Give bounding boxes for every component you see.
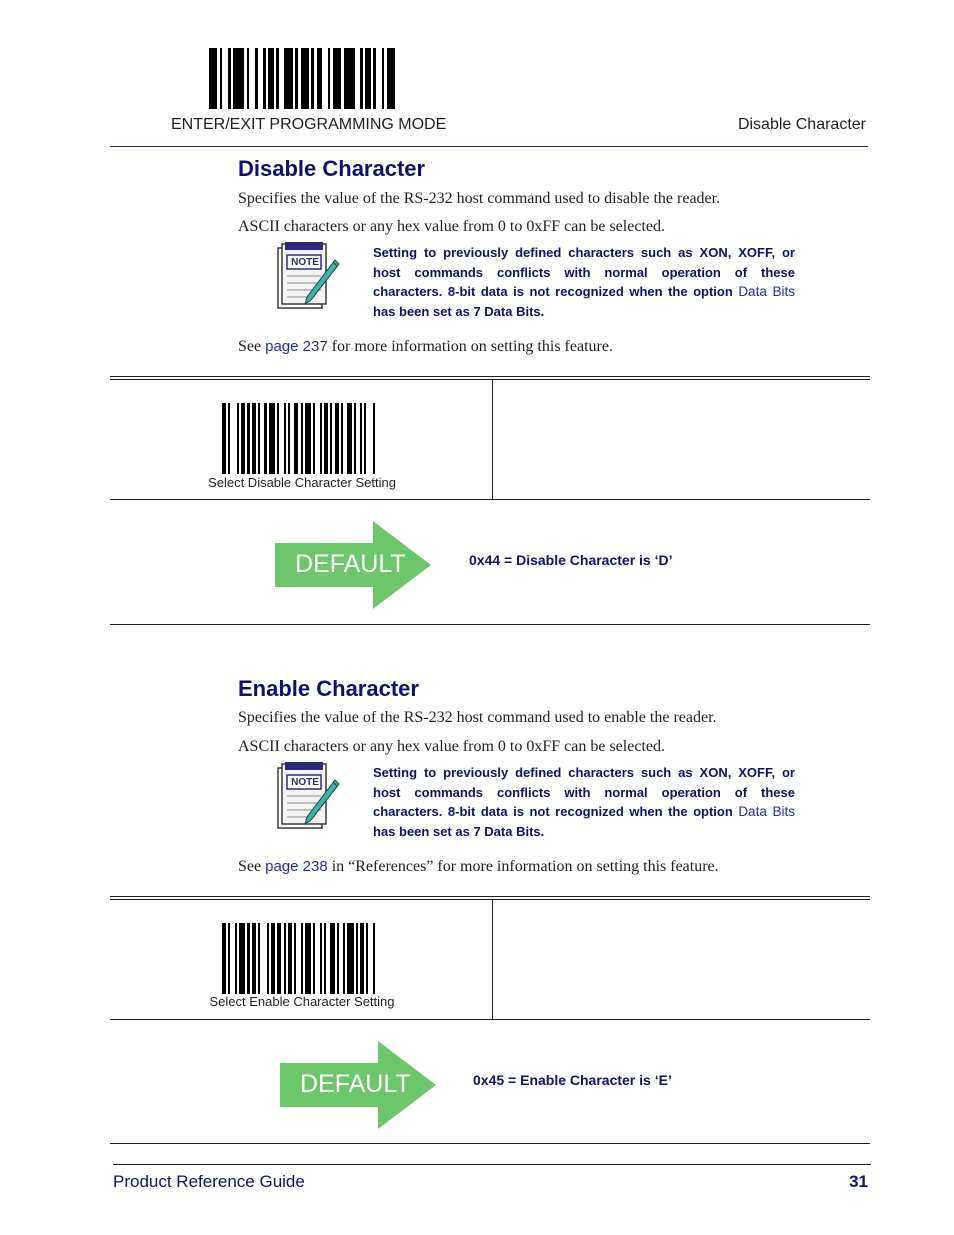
barcode-bar <box>241 403 245 474</box>
see-suffix: in “References” for more information on setting this feature. <box>327 858 719 875</box>
running-header-title: Disable Character <box>737 116 866 133</box>
barcode-bar <box>284 48 292 109</box>
barcode-bar <box>360 923 364 994</box>
barcode-bar <box>252 403 256 474</box>
barcode-bar <box>344 48 355 109</box>
table-top-rule-inner <box>110 379 870 380</box>
barcode-bar <box>305 923 311 994</box>
footer-guide-title: Product Reference Guide <box>113 1172 305 1191</box>
table-top-rule <box>110 376 870 377</box>
barcode-bar <box>311 48 314 109</box>
see-reference <box>238 338 613 356</box>
note-icon <box>275 242 341 314</box>
barcode-bar <box>387 48 395 109</box>
see-prefix: See <box>238 858 266 875</box>
default-badge-label: DEFAULT <box>300 1070 411 1098</box>
barcode-bar <box>324 403 328 474</box>
table-top-rule <box>110 896 870 897</box>
see-prefix: See <box>238 338 266 355</box>
barcode-bar <box>269 403 275 474</box>
barcode-bar <box>284 923 286 994</box>
barcode-bar <box>263 48 266 109</box>
barcode-bar <box>313 923 315 994</box>
see-suffix: for more information on setting this feature. <box>327 338 613 355</box>
barcode-bar <box>382 48 385 109</box>
barcode-bar <box>337 923 339 994</box>
barcode-bar <box>220 48 223 109</box>
note-icon-label: NOTE <box>291 257 319 268</box>
barcode-bar <box>233 48 244 109</box>
barcode-bar <box>237 403 239 474</box>
note-icon <box>275 762 341 834</box>
barcode-bar <box>288 923 292 994</box>
barcode-bar <box>264 403 266 474</box>
enter-exit-programming-label: ENTER/EXIT PROGRAMMING MODE <box>171 116 447 133</box>
default-value-text: 0x44 = Disable Character is ‘D’ <box>469 552 673 568</box>
barcode-bar <box>335 403 339 474</box>
barcode-bar <box>365 48 370 109</box>
barcode-bar <box>247 48 250 109</box>
default-badge-label: DEFAULT <box>295 550 406 578</box>
data-bits-link[interactable]: Data Bits <box>738 284 795 299</box>
barcode-bar <box>373 403 375 474</box>
barcode-bar <box>258 923 260 994</box>
barcode-bar <box>354 403 356 474</box>
page-number: 31 <box>849 1172 868 1191</box>
barcode-bar <box>222 923 226 994</box>
section-heading: Disable Character <box>238 156 426 181</box>
barcode-bar <box>373 48 376 109</box>
barcode-bar <box>301 923 303 994</box>
note-text <box>373 763 795 841</box>
page-237-link[interactable]: page 237 <box>265 338 328 355</box>
note-text <box>373 243 795 321</box>
barcode-bar <box>328 48 331 109</box>
table-top-rule-inner <box>110 899 870 900</box>
barcode-bar <box>341 403 343 474</box>
barcode-bar <box>294 923 296 994</box>
barcode-bar <box>235 923 237 994</box>
barcode-bar <box>252 923 256 994</box>
disable-character-barcode[interactable] <box>222 403 377 474</box>
programming-mode-barcode <box>209 48 395 109</box>
see-reference <box>238 858 719 876</box>
note-icon-label: NOTE <box>291 777 319 788</box>
default-value-text: 0x45 = Enable Character is ‘E’ <box>473 1072 672 1088</box>
barcode-bar <box>294 403 298 474</box>
barcode-bar <box>228 403 230 474</box>
table-mid-rule <box>110 499 870 500</box>
barcode-label: Select Disable Character Setting <box>208 475 396 490</box>
barcode-bar <box>258 403 260 474</box>
barcode-bar <box>222 403 226 474</box>
header-rule <box>110 146 868 147</box>
note-text-part2: has been set as 7 Data Bits. <box>373 823 545 839</box>
barcode-bar <box>366 923 368 994</box>
barcode-bar <box>320 403 322 474</box>
note-text-part1: Setting to previously defined characters such as XON, XOFF, or host commands conflicts with normal operation of these characters. 8-bit data is not recognized when the option <box>373 765 795 819</box>
section-heading: Enable Character <box>238 676 419 701</box>
barcode-bar <box>239 923 245 994</box>
table-bottom-rule <box>110 1143 870 1144</box>
barcode-bar <box>324 923 326 994</box>
barcode-bar <box>360 48 363 109</box>
barcode-bar <box>333 48 341 109</box>
section-description: Specifies the value of the RS-232 host command used to enable the reader. <box>238 709 717 726</box>
table-column-divider <box>492 379 493 499</box>
table-column-divider <box>492 899 493 1019</box>
barcode-bar <box>209 48 217 109</box>
barcode-bar <box>277 403 279 474</box>
default-arrow-badge <box>275 521 433 609</box>
barcode-bar <box>228 923 230 994</box>
barcode-bar <box>247 923 249 994</box>
table-mid-rule <box>110 1019 870 1020</box>
barcode-bar <box>343 923 345 994</box>
barcode-bar <box>313 403 315 474</box>
barcode-bar <box>320 923 322 994</box>
barcode-bar <box>356 923 358 994</box>
data-bits-link[interactable]: Data Bits <box>738 804 795 819</box>
barcode-bar <box>295 48 298 109</box>
barcode-bar <box>360 403 362 474</box>
barcode-bar <box>373 923 375 994</box>
default-arrow-badge <box>280 1041 438 1129</box>
section-description: Specifies the value of the RS-232 host command used to disable the reader. <box>238 190 721 207</box>
barcode-bar <box>330 403 332 474</box>
barcode-bar <box>301 48 309 109</box>
barcode-bar <box>301 403 303 474</box>
barcode-bar <box>364 403 366 474</box>
barcode-bar <box>330 923 334 994</box>
barcode-label: Select Enable Character Setting <box>209 994 395 1009</box>
section-range-note: ASCII characters or any hex value from 0 to 0xFF can be selected. <box>238 738 665 755</box>
barcode-bar <box>228 48 231 109</box>
barcode-bar <box>305 403 311 474</box>
barcode-bar <box>317 48 322 109</box>
barcode-bar <box>288 403 290 474</box>
table-bottom-rule <box>110 624 870 625</box>
barcode-bar <box>347 403 351 474</box>
barcode-bar <box>277 923 281 994</box>
barcode-bar <box>347 923 353 994</box>
barcode-bar <box>284 403 286 474</box>
page-238-link[interactable]: page 238 <box>265 858 328 875</box>
barcode-bar <box>247 403 249 474</box>
note-text-part1: Setting to previously defined characters such as XON, XOFF, or host commands conflicts with normal operation of these characters. 8-bit data is not recognized when the option <box>373 245 795 299</box>
barcode-bar <box>255 48 258 109</box>
enable-character-barcode[interactable] <box>222 923 377 994</box>
barcode-bar <box>267 923 269 994</box>
barcode-bar <box>271 923 275 994</box>
section-range-note: ASCII characters or any hex value from 0 to 0xFF can be selected. <box>238 218 665 235</box>
barcode-bar <box>276 48 279 109</box>
note-text-part2: has been set as 7 Data Bits. <box>373 303 545 319</box>
barcode-bar <box>268 48 273 109</box>
footer-rule <box>113 1164 871 1165</box>
